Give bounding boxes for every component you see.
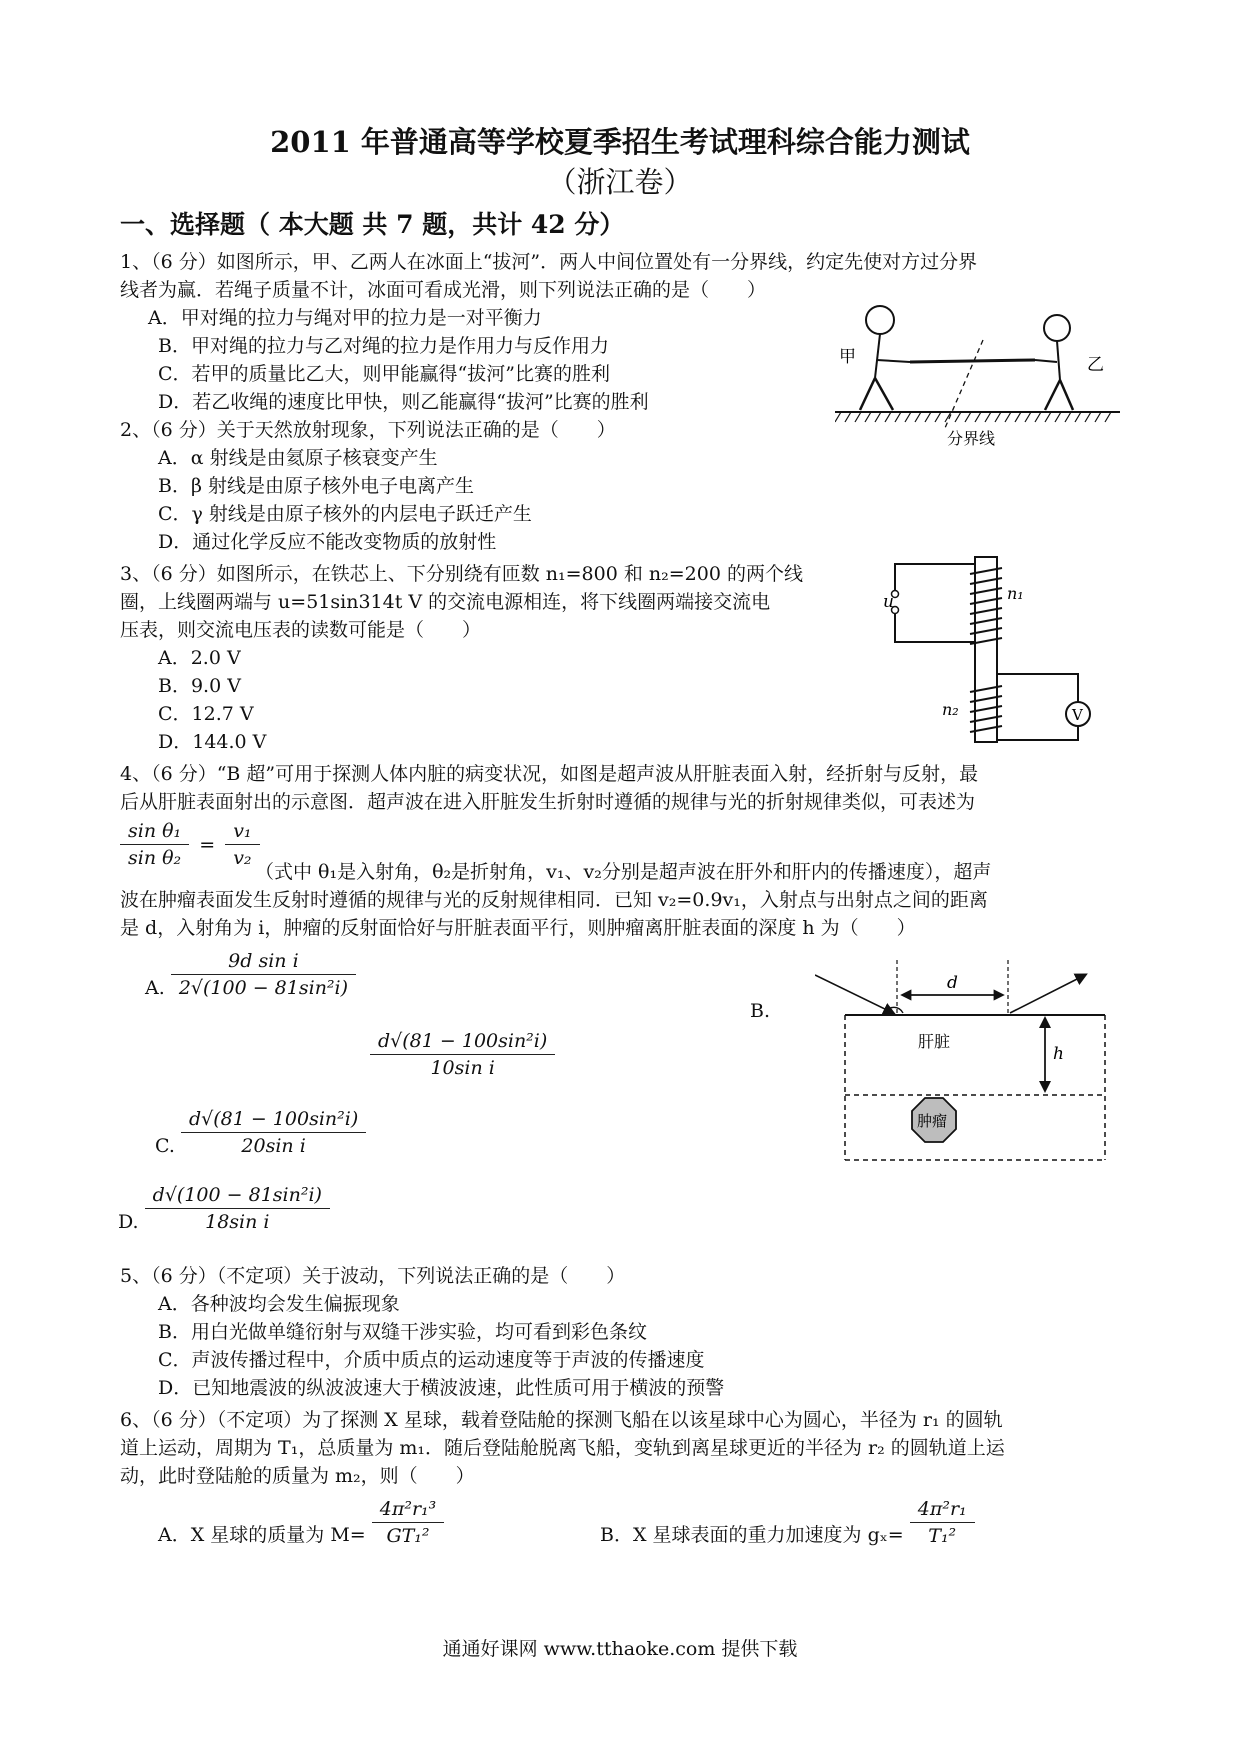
q4-label-h: h — [1053, 1044, 1064, 1064]
q6-stem-line2: 道上运动，周期为 T₁，总质量为 m₁．随后登陆舱脱离飞船，变轨到离星球更近的半径为 r₂ 的圆轨道上运 — [120, 1437, 1005, 1459]
exam-title: 2011 年普通高等学校夏季招生考试理科综合能力测试 — [270, 125, 970, 159]
q3-option-d: D．144.0 V — [158, 731, 267, 753]
q4-label-liver: 肝脏 — [918, 1032, 951, 1051]
q5-option-a: A．各种波均会发生偏振现象 — [158, 1293, 400, 1315]
q4-stem-line1: 4、（6 分）“B 超”可用于探测人体内脏的病变状况，如图是超声波从肝脏表面入射，经折射与反射，最 — [120, 763, 979, 785]
q1-option-c: C．若甲的质量比乙大，则甲能赢得“拔河”比赛的胜利 — [158, 363, 610, 385]
q2-option-a: A．α 射线是由氦原子核衰变产生 — [158, 447, 438, 469]
q5-option-b: B．用白光做单缝衍射与双缝干涉实验，均可看到彩色条纹 — [158, 1321, 647, 1343]
section-heading: 一、选择题（ 本大题 共 7 题，共计 42 分） — [120, 210, 625, 239]
q5-option-d: D．已知地震波的纵波波速大于横波波速，此性质可用于横波的预警 — [158, 1377, 725, 1399]
q3-option-c: C．12.7 V — [158, 703, 254, 725]
q3-label-n1: n₁ — [1007, 584, 1024, 603]
q2-stem: 2、（6 分）关于天然放射现象，下列说法正确的是（ ） — [120, 419, 616, 441]
q3-label-voltmeter: V — [1072, 706, 1083, 724]
q4-label-d: d — [947, 973, 958, 993]
ultrasound-figure — [815, 955, 1115, 1175]
q1-stem-line1: 1、（6 分）如图所示，甲、乙两人在冰面上“拔河”．两人中间位置处有一分界线，约定先使对方过分界 — [120, 251, 978, 273]
q3-stem-line2: 圈，上线圈两端与 u=51sin314t V 的交流电源相连，将下线圈两端接交流电 — [120, 591, 771, 613]
q1-label-jia: 甲 — [839, 347, 856, 367]
exam-subtitle: （浙江卷） — [547, 165, 693, 199]
q3-stem-line3: 压表，则交流电压表的读数可能是（ ） — [120, 619, 482, 641]
q6-stem-line3: 动，此时登陆舱的质量为 m₂，则（ ） — [120, 1465, 475, 1487]
q3-option-a: A．2.0 V — [158, 647, 241, 669]
q3-label-u: u — [883, 592, 894, 612]
q5-option-c: C．声波传播过程中，介质中质点的运动速度等于声波的传播速度 — [158, 1349, 705, 1371]
q2-option-c: C．γ 射线是由原子核外的内层电子跃迁产生 — [158, 503, 532, 525]
q4-label-tumor: 肿瘤 — [917, 1112, 948, 1130]
q1-option-d: D．若乙收绳的速度比甲快，则乙能赢得“拔河”比赛的胜利 — [158, 391, 649, 413]
q4-option-b: $\frac{\text{d√(81 − 100sin²i)}}{\text{10sin i}}$ — [370, 1030, 555, 1079]
q3-stem-line1: 3、（6 分）如图所示，在铁芯上、下分别绕有匝数 n₁=800 和 n₂=200 的两个线 — [120, 563, 803, 585]
q3-option-b: B．9.0 V — [158, 675, 241, 697]
q2-option-d: D．通过化学反应不能改变物质的放射性 — [158, 531, 497, 553]
q4-option-b-label: B. — [750, 1000, 771, 1022]
q1-option-b: B．甲对绳的拉力与乙对绳的拉力是作用力与反作用力 — [158, 335, 609, 357]
q4-stem-line5: 是 d，入射角为 i，肿瘤的反射面恰好与肝脏表面平行，则肿瘤离肝脏表面的深度 h 为（ ） — [120, 917, 916, 939]
q4-law-lhs: $\frac{\text{sin θ₁}}{\text{sin θ₂}}$ — [120, 820, 189, 869]
q4-option-a: A. $\frac{\text{9d sin i}}{\text{2√(100 − 81sin²i)}}$ — [145, 950, 356, 999]
q4-law-rhs: $\frac{\text{v₁}}{\text{v₂}}$ — [225, 820, 259, 869]
q5-stem: 5、（6 分）（不定项）关于波动，下列说法正确的是（ ） — [120, 1265, 626, 1287]
q1-stem-line2: 线者为赢．若绳子质量不计，冰面可看成光滑，则下列说法正确的是（ ） — [120, 279, 767, 301]
q4-stem-line3: （式中 θ₁是入射角，θ₂是折射角，v₁、v₂分别是超声波在肝外和肝内的传播速度），超声 — [255, 861, 992, 883]
tug-of-war-figure — [835, 300, 1125, 450]
q2-option-b: B．β 射线是由原子核外电子电离产生 — [158, 475, 474, 497]
transformer-figure — [880, 552, 1100, 747]
q6-option-a: A．X 星球的质量为 M= $\frac{\text{4π²r₁³}}{\text{GT₁²}}$ — [158, 1498, 444, 1547]
q3-label-n2: n₂ — [942, 700, 959, 719]
q4-option-d: D. $\frac{\text{d√(100 − 81sin²i)}}{\text{18sin i}}$ — [118, 1184, 330, 1233]
q4-law-formula: $\frac{\text{sin θ₁}}{\text{sin θ₂}}$ = $\frac{\text{v₁}}{\text{v₂}}$ — [120, 820, 260, 869]
q4-option-c: C. $\frac{\text{d√(81 − 100sin²i)}}{\text{20sin i}}$ — [155, 1108, 366, 1157]
footer-credit: 通通好课网 www.tthaoke.com 提供下载 — [442, 1638, 798, 1660]
q6-stem-line1: 6、（6 分）（不定项）为了探测 X 星球，载着登陆舱的探测飞船在以该星球中心为圆心，半径为 r₁ 的圆轨 — [120, 1409, 1003, 1431]
q1-label-yi: 乙 — [1087, 355, 1104, 375]
q4-stem-line2: 后从肝脏表面射出的示意图．超声波在进入肝脏发生折射时遵循的规律与光的折射规律类似，可表述为 — [120, 791, 976, 813]
q1-label-divider: 分界线 — [947, 429, 996, 448]
q1-option-a: A．甲对绳的拉力与绳对甲的拉力是一对平衡力 — [148, 307, 542, 329]
q4-stem-line4: 波在肿瘤表面发生反射时遵循的规律与光的反射规律相同．已知 v₂=0.9v₁，入射点与出射点之间的距离 — [120, 889, 988, 911]
q6-option-b: B．X 星球表面的重力加速度为 gₓ= $\frac{\text{4π²r₁}}{\text{T₁²}}$ — [600, 1498, 975, 1547]
